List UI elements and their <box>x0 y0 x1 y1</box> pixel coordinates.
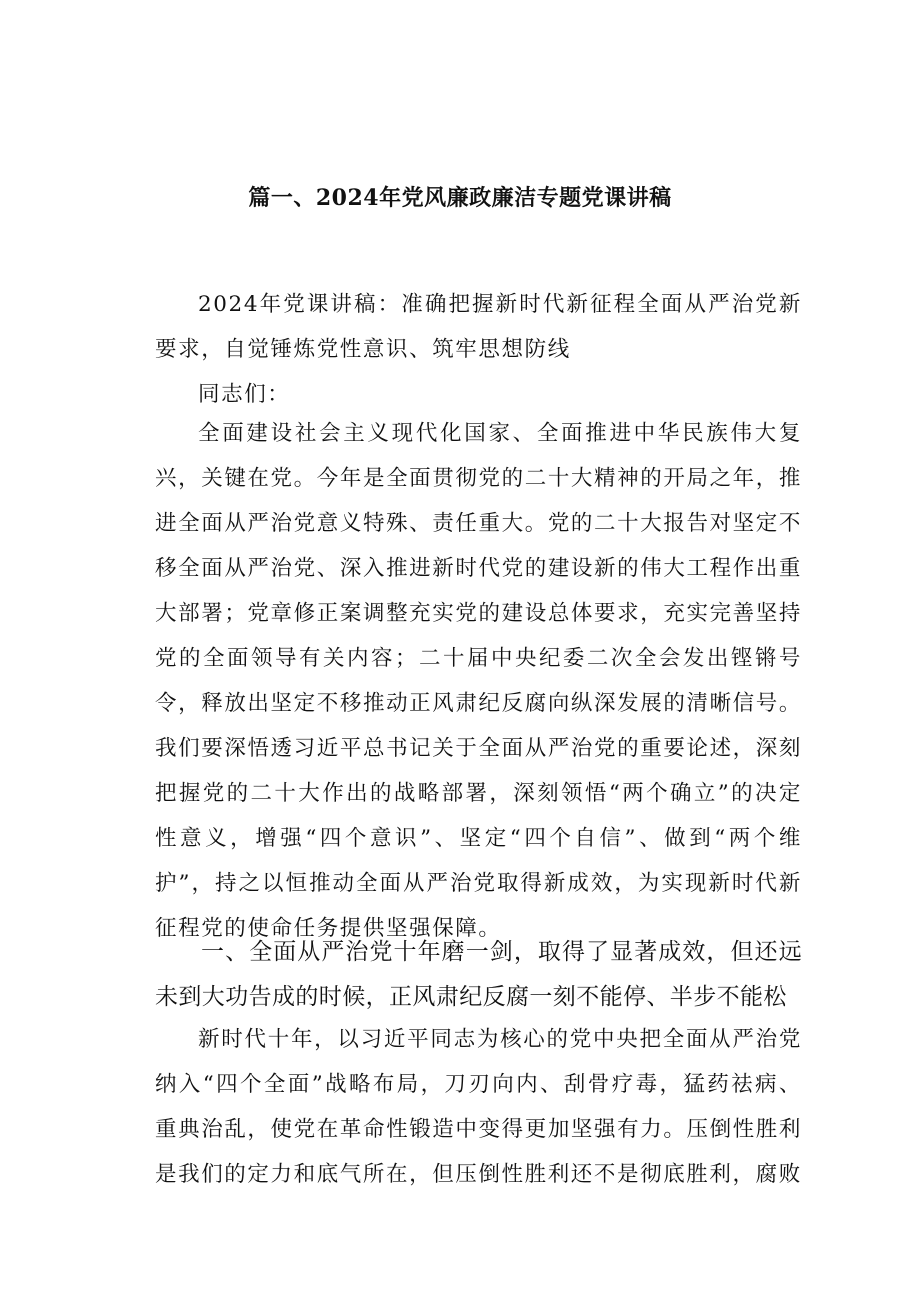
section-heading-1 <box>155 930 802 1020</box>
intro-paragraph <box>155 411 802 951</box>
section-1-paragraph-text: 新时代十年，以习近平同志为核心的党中央把全面从严治党纳入“四个全面”战略布局，刀刃向内、刮骨疗毒，猛药祛病、重典治乱，使党在革命性锻造中变得更加坚强有力。压倒性胜利是我们的定力和底气所在，但压倒性胜利还不是彻底胜利，腐败 <box>155 1027 802 1187</box>
lecture-subtitle <box>155 282 802 372</box>
salutation-text: 同志们： <box>198 382 291 407</box>
intro-paragraph-text: 全面建设社会主义现代化国家、全面推进中华民族伟大复兴，关键在党。今年是全面贯彻党的二十大精神的开局之年，推进全面从严治党意义特殊、责任重大。党的二十大报告对坚定不移全面从严治党、深入推进新时代党的建设新的伟大工程作出重大部署；党章修正案调整充实党的建设总体要求，充实完善坚持党的全面领导有关内容；二十届中央纪委二次全会发出铿锵号令，释放出坚定不移推动正风肃纪反腐向纵深发展的清晰信号。我们要深悟透习近平总书记关于全面从严治党的重要论述，深刻把握党的二十大作出的战略部署，深刻领悟“两个确立”的决定性意义，增强“四个意识”、坚定“四个自信”、做到“两个维护”，持之以恒推动全面从严治党取得新成效，为实现新时代新征程党的使命任务提供坚强保障。 <box>155 421 802 941</box>
lecture-subtitle-text: 2024年党课讲稿：准确把握新时代新征程全面从严治党新要求，自觉锤炼党性意识、筑牢思想防线 <box>155 292 802 362</box>
section-heading-1-text: 一、全面从严治党十年磨一剑，取得了显著成效，但还远未到大功告成的时候，正风肃纪反腐一刻不能停、半步不能松 <box>155 939 802 1010</box>
document-title: 篇一、2024年党风廉政廉洁专题党课讲稿 <box>248 185 672 211</box>
section-1-paragraph <box>155 1017 802 1197</box>
